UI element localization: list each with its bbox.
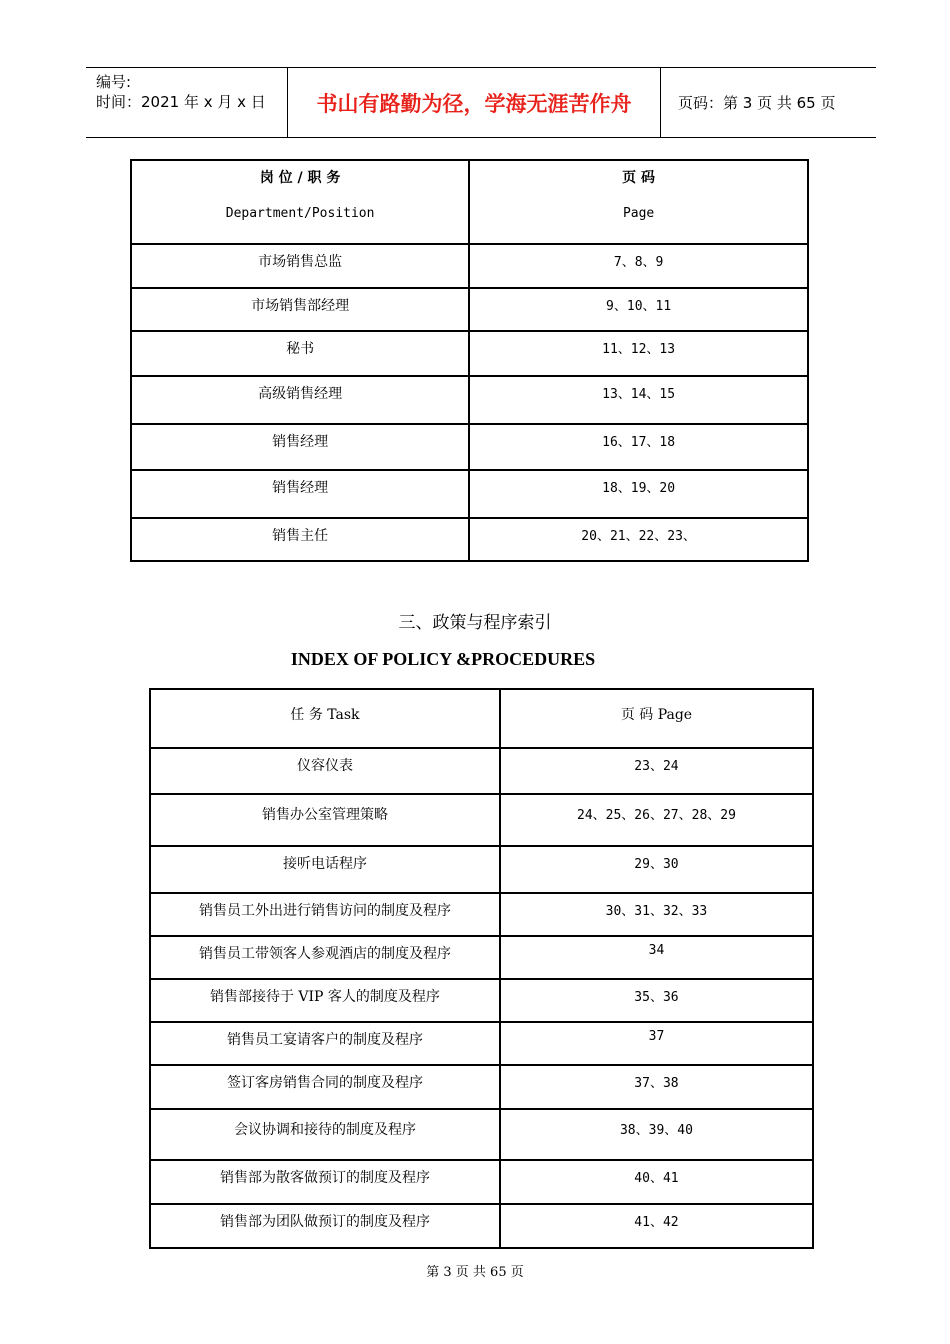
position-cell: 销售经理: [131, 424, 469, 470]
position-cell: 销售主任: [131, 518, 469, 561]
table-row: [131, 424, 808, 470]
policy-table-header-row: [150, 689, 813, 748]
position-cell: 市场销售部经理: [131, 288, 469, 331]
header-page-info: [670, 68, 876, 137]
positions-header-page: [469, 160, 808, 244]
position-cell: 市场销售总监: [131, 244, 469, 288]
policy-header-page: 页 码 Page: [500, 689, 813, 748]
page-cell: 34: [500, 936, 813, 979]
table-row: [150, 748, 813, 794]
page-cell: 23、24: [500, 748, 813, 794]
header-number-label: 编号:: [96, 73, 132, 91]
task-cell: 会议协调和接待的制度及程序: [150, 1109, 500, 1160]
positions-header-position-cn: 岗 位 / 职 务: [259, 170, 341, 186]
section-subtitle: INDEX OF POLICY &PROCEDURES: [290, 649, 596, 669]
positions-header-position-en: Department/Position: [225, 206, 375, 221]
task-cell: 销售员工宴请客户的制度及程序: [150, 1022, 500, 1065]
page-cell: 35、36: [500, 979, 813, 1022]
task-cell: 接听电话程序: [150, 846, 500, 893]
position-cell: 秘书: [131, 331, 469, 376]
table-row: [150, 936, 813, 979]
page-header: [86, 67, 876, 138]
page-cell: 38、39、40: [500, 1109, 813, 1160]
task-cell: 销售办公室管理策略: [150, 794, 500, 846]
page-cell: 7、8、9: [469, 244, 808, 288]
position-cell: 高级销售经理: [131, 376, 469, 424]
table-row: [150, 1022, 813, 1065]
header-meta: [86, 68, 286, 137]
header-page-info-text: 页码：第 3 页 共 65 页: [678, 94, 836, 112]
position-cell: 销售经理: [131, 470, 469, 518]
table-row: [150, 979, 813, 1022]
task-cell: 签订客房销售合同的制度及程序: [150, 1065, 500, 1109]
table-row: [150, 846, 813, 893]
table-row: [131, 288, 808, 331]
table-row: [131, 331, 808, 376]
task-cell: 销售部为散客做预订的制度及程序: [150, 1160, 500, 1204]
page-cell: 37: [500, 1022, 813, 1065]
task-cell: 销售部接待于 VIP 客人的制度及程序: [150, 979, 500, 1022]
page-cell: 24、25、26、27、28、29: [500, 794, 813, 846]
table-row: [131, 376, 808, 424]
policy-table: [149, 688, 814, 1249]
task-cell: 仪容仪表: [150, 748, 500, 794]
positions-header-page-cn: 页 码: [622, 170, 656, 186]
table-row: [150, 1065, 813, 1109]
positions-header-page-en: Page: [622, 206, 655, 221]
page-cell: 13、14、15: [469, 376, 808, 424]
page-cell: 37、38: [500, 1065, 813, 1109]
table-row: [150, 1160, 813, 1204]
table-row: [131, 244, 808, 288]
page-cell: 30、31、32、33: [500, 893, 813, 936]
page-cell: 9、10、11: [469, 288, 808, 331]
positions-table: [130, 159, 809, 562]
header-time-label: 时间：2021 年 x 月 x 日: [96, 93, 266, 111]
task-cell: 销售部为团队做预订的制度及程序: [150, 1204, 500, 1248]
page-cell: 18、19、20: [469, 470, 808, 518]
table-row: [150, 794, 813, 846]
table-row: [131, 470, 808, 518]
task-cell: 销售员工外出进行销售访问的制度及程序: [150, 893, 500, 936]
page-cell: 29、30: [500, 846, 813, 893]
table-row: [150, 1109, 813, 1160]
section-title: 三、政策与程序索引: [398, 613, 552, 633]
page-cell: 41、42: [500, 1204, 813, 1248]
table-row: [150, 1204, 813, 1248]
page-cell: 20、21、22、23、: [469, 518, 808, 561]
page-cell: 40、41: [500, 1160, 813, 1204]
positions-header-position: [131, 160, 469, 244]
page-cell: 16、17、18: [469, 424, 808, 470]
table-row: [150, 893, 813, 936]
page-cell: 11、12、13: [469, 331, 808, 376]
positions-table-header-row: [131, 160, 808, 244]
policy-header-task: 任 务 Task: [150, 689, 500, 748]
table-row: [131, 518, 808, 561]
page-footer: 第 3 页 共 65 页: [426, 1265, 524, 1280]
header-motto: 书山有路勤为径，学海无涯苦作舟: [287, 68, 661, 137]
task-cell: 销售员工带领客人参观酒店的制度及程序: [150, 936, 500, 979]
